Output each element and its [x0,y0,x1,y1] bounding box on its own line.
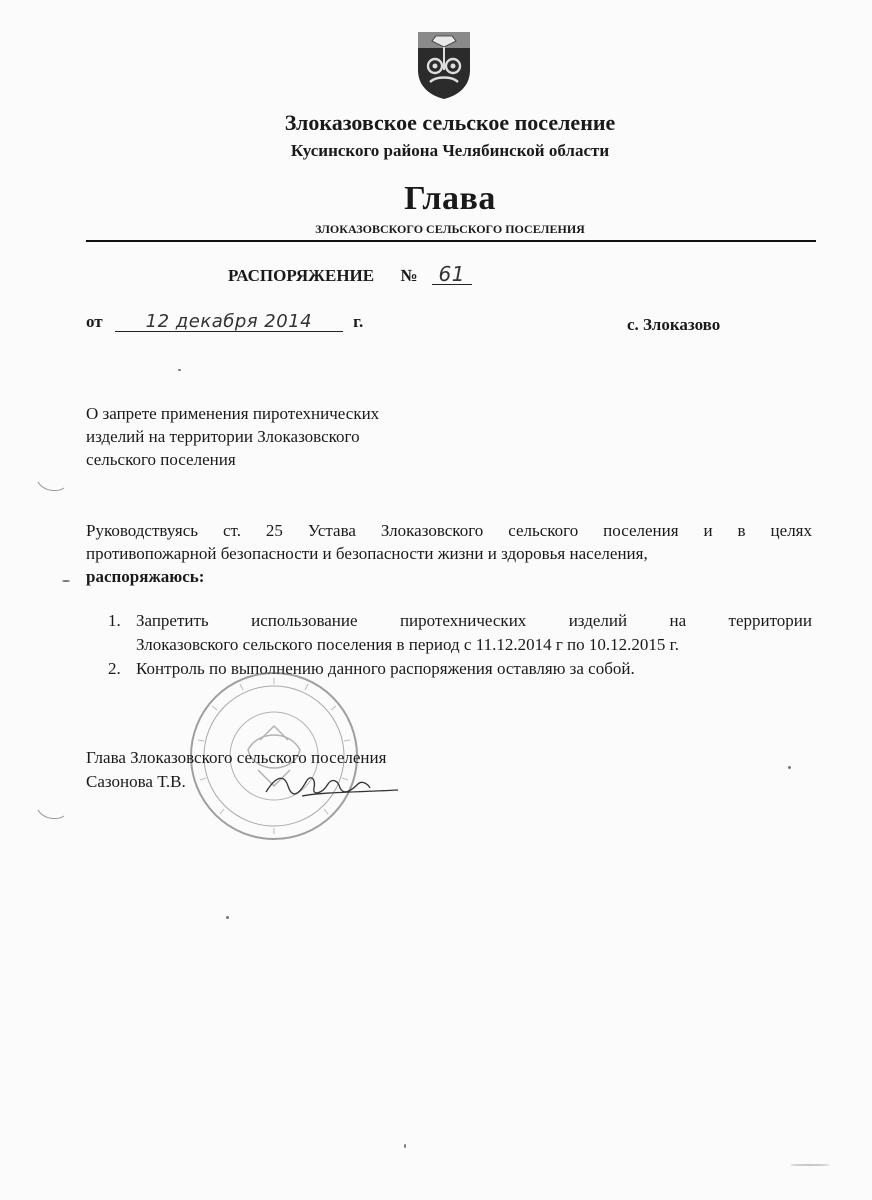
document-heading: Глава [404,180,496,217]
district-name: Кусинского района Челябинской области [290,141,610,160]
item-text: Запретить использование пиротехнических изделий на территории [136,611,812,630]
item-text: Злоказовского сельского поселения в период с 11.12.2014 г по 10.12.2015 г. [136,635,679,654]
item-text: Контроль по выполнению данного распоряжения оставляю за собой. [136,659,635,678]
subject-line: изделий на территории Злоказовского [86,427,360,446]
order-number: 61 [432,264,472,285]
document-subject [86,402,446,471]
preamble-line: Руководствуясь ст. 25 Устава Злоказовского сельского поселения и в целях [86,521,812,540]
scan-speck [788,766,791,769]
item-number: 2. [108,659,121,678]
number-label: № [400,266,418,285]
preamble-line: противопожарной безопасности и безопасности жизни и здоровья населения, [86,544,648,563]
date-prefix: от [86,312,103,331]
signer-name: Сазонова Т.В. [86,772,186,791]
year-suffix: г. [353,312,364,331]
place-name: с. Злоказово [627,315,721,334]
punch-hole-mark-icon [36,808,66,822]
subject-line: сельского поселения [86,450,236,469]
punch-hole-mark-icon [36,480,66,494]
date-line [86,312,363,332]
coat-of-arms-icon [416,30,472,100]
organization-name: Злоказовское сельское поселение [284,110,616,135]
order-title [228,264,472,286]
preamble [86,519,812,588]
document-type: РАСПОРЯЖЕНИЕ [228,266,375,285]
scan-speck [226,916,229,919]
scan-speck [404,1144,406,1148]
scan-speck [790,1164,830,1166]
handwritten-signature-icon [262,766,402,806]
heading-subtitle: ЗЛОКАЗОВСКОГО СЕЛЬСКОГО ПОСЕЛЕНИЯ [315,222,585,236]
item-number: 1. [108,611,121,630]
list-item [108,609,812,657]
signer-position: Глава Злоказовского сельского поселения [86,748,387,767]
decree-word: распоряжаюсь: [86,567,205,586]
scan-speck [62,580,70,582]
header-divider [86,240,816,242]
subject-line: О запрете применения пиротехнических [86,404,380,423]
order-date: 12 декабря 2014 [115,313,343,332]
scan-speck [178,369,181,371]
